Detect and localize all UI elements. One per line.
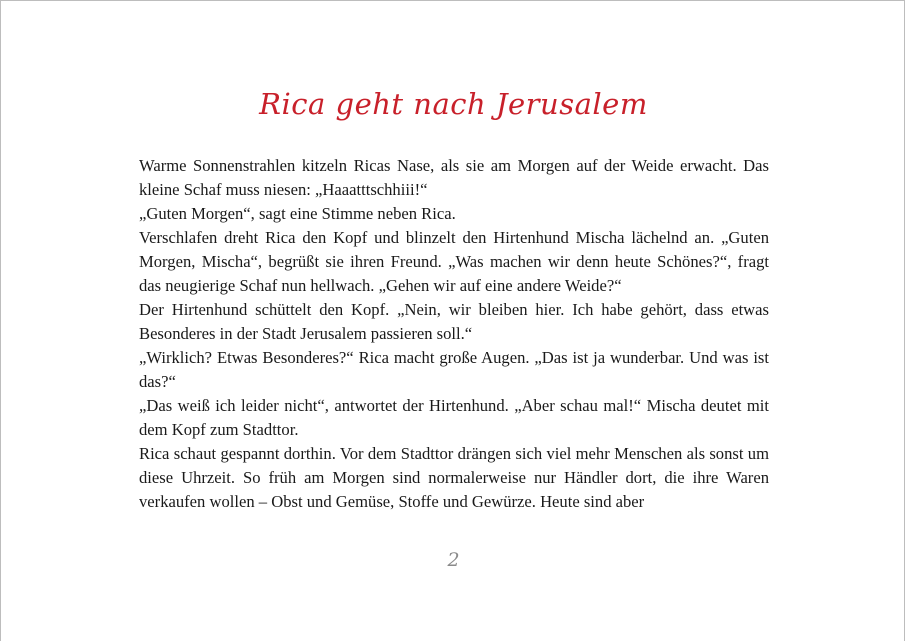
paragraph: Warme Sonnenstrahlen kitzeln Ricas Nase, als sie am Morgen auf der Weide erwacht. Das kleine Schaf muss niesen: „Haaatttschhiii!“: [139, 156, 769, 199]
paragraph: „Guten Morgen“, sagt eine Stimme neben Rica.: [139, 204, 456, 223]
paragraph: „Das weiß ich leider nicht“, antwortet der Hirtenhund. „Aber schau mal!“ Mischa deutet mit dem Kopf zum Stadttor.: [139, 396, 769, 439]
paragraph: Verschlafen dreht Rica den Kopf und blinzelt den Hirtenhund Mischa lächelnd an. „Guten Morgen, Mischa“, begrüßt sie ihren Freund. „Was machen wir denn heute Schönes?“, fragt das neugierige Schaf nun hellwach. „Gehen wir auf eine andere Weide?“: [139, 228, 769, 295]
story-text: [139, 154, 769, 514]
chapter-title: Rica geht nach Jerusalem: [259, 87, 648, 121]
paragraph: Der Hirtenhund schüttelt den Kopf. „Nein, wir bleiben hier. Ich habe gehört, dass etwas Besonderes in der Stadt Jerusalem passieren soll.“: [139, 300, 769, 343]
paragraph: Rica schaut gespannt dorthin. Vor dem Stadttor drängen sich viel mehr Menschen als sonst um diese Uhrzeit. So früh am Morgen sind normalerweise nur Händler dort, die ihre Waren verkaufen wollen – Obst und Gemüse, Stoffe und Gewürze. Heute sind aber: [139, 444, 769, 511]
paragraph: „Wirklich? Etwas Besonderes?“ Rica macht große Augen. „Das ist ja wunderbar. Und was ist das?“: [139, 348, 769, 391]
page-number: 2: [447, 549, 460, 571]
